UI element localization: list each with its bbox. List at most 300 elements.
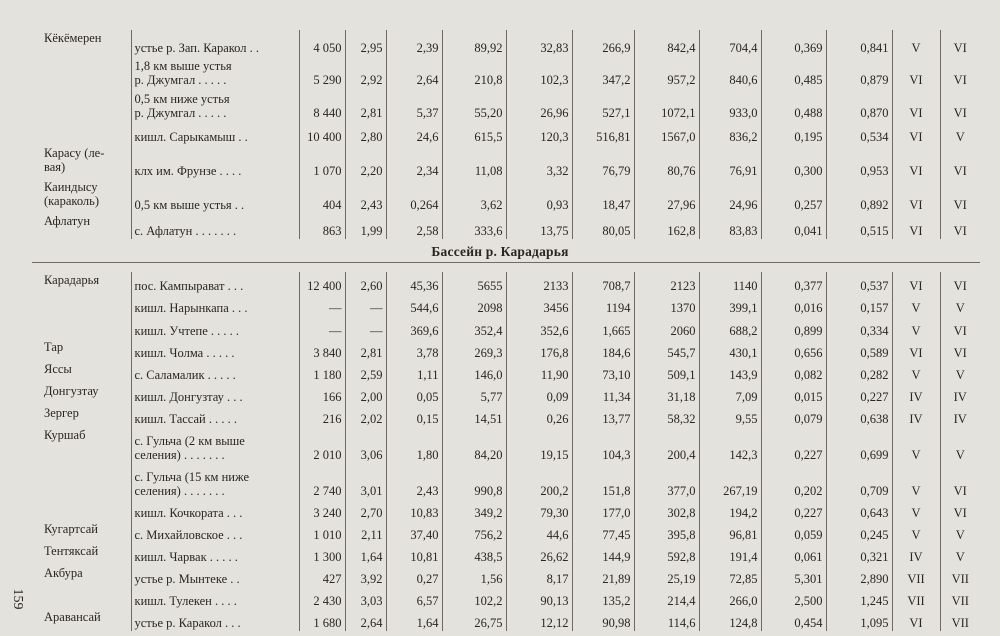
value-cell: 347,2 (572, 56, 634, 88)
table-body-top (32, 30, 980, 239)
value-cell: 144,9 (572, 543, 634, 565)
value-cell: 957,2 (634, 56, 699, 88)
value-cell: 266,9 (572, 30, 634, 56)
value-cell: 0,638 (826, 405, 892, 427)
value-cell: 369,6 (386, 316, 442, 339)
value-cell: 216 (299, 405, 345, 427)
value-cell: 2,64 (386, 56, 442, 88)
site-cell: с. Гульча (15 км ниже селения) . . . . . . . (131, 463, 299, 499)
value-cell: 3 840 (299, 339, 345, 361)
month-cell: VI (892, 121, 940, 145)
month-cell: VI (940, 316, 980, 339)
table-row (32, 521, 980, 543)
table-row (32, 609, 980, 631)
value-cell: 0,870 (826, 88, 892, 121)
table-row (32, 405, 980, 427)
river-name-cell: Зергер (44, 406, 79, 420)
value-cell: 31,18 (634, 383, 699, 405)
month-cell: VI (940, 499, 980, 521)
value-cell: 26,62 (506, 543, 572, 565)
site-cell: кишл. Кочкората . . . (131, 499, 299, 521)
value-cell: 166 (299, 383, 345, 405)
value-cell: 14,51 (442, 405, 506, 427)
value-cell: 1,80 (386, 427, 442, 463)
value-cell: 2 010 (299, 427, 345, 463)
value-cell: 0,892 (826, 179, 892, 213)
value-cell: 18,47 (572, 179, 634, 213)
value-cell: 0,321 (826, 543, 892, 565)
month-cell: V (940, 543, 980, 565)
value-cell: 143,9 (699, 361, 761, 383)
value-cell: 0,195 (761, 121, 826, 145)
value-cell: 162,8 (634, 213, 699, 239)
table-row (32, 565, 980, 587)
month-cell: IV (892, 405, 940, 427)
value-cell: 0,369 (761, 30, 826, 56)
value-cell: 438,5 (442, 543, 506, 565)
value-cell: 1370 (634, 294, 699, 316)
value-cell: 1,99 (345, 213, 386, 239)
value-cell: 2,890 (826, 565, 892, 587)
site-cell: с. Гульча (2 км выше селения) . . . . . . . (131, 427, 299, 463)
value-cell: 0,93 (506, 179, 572, 213)
river-name-cell: Афлатун (44, 214, 91, 228)
value-cell: 1567,0 (634, 121, 699, 145)
river-name-cell: Каиндысу (караколь) (44, 180, 100, 208)
value-cell: 3,92 (345, 565, 386, 587)
value-cell: 102,3 (506, 56, 572, 88)
value-cell: 0,534 (826, 121, 892, 145)
value-cell: 9,55 (699, 405, 761, 427)
table-row (32, 145, 980, 179)
site-cell: кишл. Чарвак . . . . . (131, 543, 299, 565)
value-cell: 11,34 (572, 383, 634, 405)
value-cell: 151,8 (572, 463, 634, 499)
value-cell: 0,082 (761, 361, 826, 383)
month-cell: V (892, 294, 940, 316)
site-cell: кишл. Тассай . . . . . (131, 405, 299, 427)
value-cell: 0,377 (761, 272, 826, 294)
value-cell: 333,6 (442, 213, 506, 239)
river-name-cell: Кёкёмерен (44, 31, 102, 45)
value-cell: 352,4 (442, 316, 506, 339)
value-cell: 708,7 (572, 272, 634, 294)
month-cell: V (940, 294, 980, 316)
value-cell: 2,34 (386, 145, 442, 179)
month-cell: VI (940, 88, 980, 121)
value-cell: 2,95 (345, 30, 386, 56)
value-cell: 688,2 (699, 316, 761, 339)
value-cell: 0,245 (826, 521, 892, 543)
value-cell: 2,59 (345, 361, 386, 383)
month-cell: V (940, 121, 980, 145)
value-cell: 2,43 (386, 463, 442, 499)
river-name-cell: Донгузтау (44, 384, 99, 398)
value-cell: 44,6 (506, 521, 572, 543)
value-cell: 0,15 (386, 405, 442, 427)
value-cell: 1 070 (299, 145, 345, 179)
value-cell: 836,2 (699, 121, 761, 145)
value-cell: 2 740 (299, 463, 345, 499)
value-cell: 1,245 (826, 587, 892, 609)
value-cell: 26,75 (442, 609, 506, 631)
value-cell: 0,016 (761, 294, 826, 316)
value-cell: 135,2 (572, 587, 634, 609)
value-cell: 26,96 (506, 88, 572, 121)
river-name-cell: Тентяксай (44, 544, 99, 558)
value-cell: 5,77 (442, 383, 506, 405)
value-cell: 1 180 (299, 361, 345, 383)
value-cell: 176,8 (506, 339, 572, 361)
value-cell: 0,589 (826, 339, 892, 361)
site-cell: с. Афлатун . . . . . . . (131, 213, 299, 239)
value-cell: 200,2 (506, 463, 572, 499)
site-cell: 0,5 км ниже устья р. Джумгал . . . . . (131, 88, 299, 121)
value-cell: 267,19 (699, 463, 761, 499)
value-cell: 0,656 (761, 339, 826, 361)
month-cell: VI (892, 339, 940, 361)
value-cell: 12,12 (506, 609, 572, 631)
table-row (32, 121, 980, 145)
value-cell: 399,1 (699, 294, 761, 316)
value-cell: 58,32 (634, 405, 699, 427)
value-cell: 1,095 (826, 609, 892, 631)
value-cell: — (345, 294, 386, 316)
month-cell: V (940, 361, 980, 383)
value-cell: — (299, 294, 345, 316)
value-cell: 10,81 (386, 543, 442, 565)
value-cell: 37,40 (386, 521, 442, 543)
value-cell: 1,56 (442, 565, 506, 587)
value-cell: 3,06 (345, 427, 386, 463)
river-name-cell (32, 56, 131, 88)
value-cell: 2,64 (345, 609, 386, 631)
table-row (32, 499, 980, 521)
table-row (32, 294, 980, 316)
value-cell: 10 400 (299, 121, 345, 145)
river-name-cell (32, 463, 131, 499)
value-cell: 266,0 (699, 587, 761, 609)
value-cell: 592,8 (634, 543, 699, 565)
value-cell: 704,4 (699, 30, 761, 56)
month-cell: VI (940, 179, 980, 213)
month-cell: VI (892, 609, 940, 631)
value-cell: 80,05 (572, 213, 634, 239)
value-cell: 933,0 (699, 88, 761, 121)
month-cell: V (892, 361, 940, 383)
value-cell: — (299, 316, 345, 339)
value-cell: 377,0 (634, 463, 699, 499)
value-cell: 8,17 (506, 565, 572, 587)
value-cell: 0,699 (826, 427, 892, 463)
value-cell: 5,301 (761, 565, 826, 587)
value-cell: 545,7 (634, 339, 699, 361)
value-cell: 302,8 (634, 499, 699, 521)
value-cell: 0,264 (386, 179, 442, 213)
value-cell: 146,0 (442, 361, 506, 383)
table-row (32, 30, 980, 56)
value-cell: 0,300 (761, 145, 826, 179)
section-title: Бассейн р. Карадарья (431, 244, 569, 259)
value-cell: 2,58 (386, 213, 442, 239)
value-cell: 2,80 (345, 121, 386, 145)
month-cell: VII (940, 609, 980, 631)
value-cell: 0,953 (826, 145, 892, 179)
value-cell: 2,500 (761, 587, 826, 609)
month-cell: V (940, 521, 980, 543)
value-cell: 104,3 (572, 427, 634, 463)
month-cell: VII (940, 587, 980, 609)
value-cell: 0,015 (761, 383, 826, 405)
river-name-cell (32, 587, 131, 609)
value-cell: 0,059 (761, 521, 826, 543)
value-cell: 89,92 (442, 30, 506, 56)
river-name-cell (32, 88, 131, 121)
value-cell: 19,15 (506, 427, 572, 463)
value-cell: 5 290 (299, 56, 345, 88)
value-cell: 2,39 (386, 30, 442, 56)
hydrology-table-karadarya (32, 272, 980, 631)
value-cell: 404 (299, 179, 345, 213)
river-name-cell: Куршаб (44, 428, 86, 442)
value-cell: 2,02 (345, 405, 386, 427)
value-cell: 0,05 (386, 383, 442, 405)
month-cell: VI (940, 213, 980, 239)
value-cell: 2,92 (345, 56, 386, 88)
value-cell: 1 300 (299, 543, 345, 565)
value-cell: 3,62 (442, 179, 506, 213)
site-cell: пос. Кампырават . . . (131, 272, 299, 294)
river-name-cell: Акбура (44, 566, 83, 580)
value-cell: 2,11 (345, 521, 386, 543)
site-cell: кишл. Сарыкамыш . . (131, 121, 299, 145)
value-cell: 395,8 (634, 521, 699, 543)
section-divider (32, 262, 980, 263)
site-cell: кишл. Донгузтау . . . (131, 383, 299, 405)
value-cell: 0,157 (826, 294, 892, 316)
site-cell: клх им. Фрунзе . . . . (131, 145, 299, 179)
site-cell: устье р. Каракол . . . (131, 609, 299, 631)
value-cell: 0,282 (826, 361, 892, 383)
value-cell: 0,334 (826, 316, 892, 339)
month-cell: VII (892, 565, 940, 587)
value-cell: 5,37 (386, 88, 442, 121)
river-name-cell (32, 316, 131, 339)
table-row (32, 463, 980, 499)
value-cell: 0,061 (761, 543, 826, 565)
value-cell: 13,75 (506, 213, 572, 239)
month-cell: V (892, 521, 940, 543)
value-cell: 2060 (634, 316, 699, 339)
value-cell: 90,13 (506, 587, 572, 609)
month-cell: V (892, 463, 940, 499)
site-cell: с. Саламалик . . . . . (131, 361, 299, 383)
value-cell: 79,30 (506, 499, 572, 521)
value-cell: 516,81 (572, 121, 634, 145)
site-cell: кишл. Нарынкапа . . . (131, 294, 299, 316)
value-cell: 11,08 (442, 145, 506, 179)
month-cell: IV (940, 405, 980, 427)
month-cell: VII (892, 587, 940, 609)
value-cell: 77,45 (572, 521, 634, 543)
value-cell: 2133 (506, 272, 572, 294)
value-cell: 21,89 (572, 565, 634, 587)
hydrology-table-top (32, 30, 980, 239)
value-cell: 0,041 (761, 213, 826, 239)
value-cell: 8 440 (299, 88, 345, 121)
site-cell: с. Михайловское . . . (131, 521, 299, 543)
value-cell: 1,665 (572, 316, 634, 339)
value-cell: 3456 (506, 294, 572, 316)
value-cell: 24,6 (386, 121, 442, 145)
value-cell: 25,19 (634, 565, 699, 587)
value-cell: 0,079 (761, 405, 826, 427)
month-cell: VI (940, 272, 980, 294)
value-cell: 177,0 (572, 499, 634, 521)
value-cell: 2,81 (345, 88, 386, 121)
value-cell: 114,6 (634, 609, 699, 631)
value-cell: 0,879 (826, 56, 892, 88)
value-cell: 24,96 (699, 179, 761, 213)
value-cell: 194,2 (699, 499, 761, 521)
value-cell: 5655 (442, 272, 506, 294)
value-cell: 120,3 (506, 121, 572, 145)
value-cell: 1140 (699, 272, 761, 294)
month-cell: V (892, 30, 940, 56)
value-cell: 427 (299, 565, 345, 587)
month-cell: VI (940, 30, 980, 56)
month-cell: VI (892, 145, 940, 179)
river-name-cell: Карасу (ле- вая) (44, 146, 105, 174)
value-cell: 184,6 (572, 339, 634, 361)
site-cell: кишл. Учтепе . . . . . (131, 316, 299, 339)
value-cell: 0,643 (826, 499, 892, 521)
month-cell: V (892, 499, 940, 521)
value-cell: 80,76 (634, 145, 699, 179)
value-cell: 96,81 (699, 521, 761, 543)
value-cell: 76,91 (699, 145, 761, 179)
table-row (32, 361, 980, 383)
river-name-cell: Карадарья (44, 273, 100, 287)
value-cell: 0,09 (506, 383, 572, 405)
value-cell: 2 430 (299, 587, 345, 609)
value-cell: 544,6 (386, 294, 442, 316)
value-cell: 191,4 (699, 543, 761, 565)
value-cell: 527,1 (572, 88, 634, 121)
table-row (32, 88, 980, 121)
month-cell: VI (892, 179, 940, 213)
value-cell: 84,20 (442, 427, 506, 463)
value-cell: 1,11 (386, 361, 442, 383)
value-cell: 3,03 (345, 587, 386, 609)
value-cell: 102,2 (442, 587, 506, 609)
table-body-karadarya (32, 272, 980, 631)
value-cell: 7,09 (699, 383, 761, 405)
month-cell: VI (940, 145, 980, 179)
value-cell: 269,3 (442, 339, 506, 361)
value-cell: 0,227 (826, 383, 892, 405)
value-cell: 2,43 (345, 179, 386, 213)
month-cell: VI (940, 339, 980, 361)
value-cell: 1 680 (299, 609, 345, 631)
value-cell: 72,85 (699, 565, 761, 587)
value-cell: 13,77 (572, 405, 634, 427)
value-cell: 142,3 (699, 427, 761, 463)
value-cell: 55,20 (442, 88, 506, 121)
value-cell: 4 050 (299, 30, 345, 56)
value-cell: 3 240 (299, 499, 345, 521)
month-cell: V (892, 427, 940, 463)
value-cell: 0,257 (761, 179, 826, 213)
value-cell: 863 (299, 213, 345, 239)
table-row (32, 427, 980, 463)
value-cell: 840,6 (699, 56, 761, 88)
value-cell: 352,6 (506, 316, 572, 339)
table-row (32, 316, 980, 339)
value-cell: 990,8 (442, 463, 506, 499)
value-cell: 210,8 (442, 56, 506, 88)
table-row (32, 587, 980, 609)
page-number: 159 (10, 588, 25, 610)
value-cell: 0,27 (386, 565, 442, 587)
river-name-cell: Аравансай (44, 610, 101, 624)
value-cell: 3,01 (345, 463, 386, 499)
month-cell: V (892, 316, 940, 339)
month-cell: VI (940, 56, 980, 88)
value-cell: 430,1 (699, 339, 761, 361)
table-row (32, 543, 980, 565)
value-cell: 0,227 (761, 427, 826, 463)
month-cell: VI (892, 88, 940, 121)
value-cell: — (345, 316, 386, 339)
value-cell: 73,10 (572, 361, 634, 383)
value-cell: 2098 (442, 294, 506, 316)
site-cell: устье р. Зап. Каракол . . (131, 30, 299, 56)
table-row (32, 272, 980, 294)
site-cell: кишл. Тулекен . . . . (131, 587, 299, 609)
value-cell: 349,2 (442, 499, 506, 521)
value-cell: 0,537 (826, 272, 892, 294)
site-cell: устье р. Мынтеке . . (131, 565, 299, 587)
value-cell: 12 400 (299, 272, 345, 294)
value-cell: 509,1 (634, 361, 699, 383)
river-name-cell: Яссы (44, 362, 72, 376)
value-cell: 6,57 (386, 587, 442, 609)
value-cell: 27,96 (634, 179, 699, 213)
value-cell: 0,485 (761, 56, 826, 88)
river-name-cell: Кугартсай (44, 522, 98, 536)
month-cell: VI (892, 56, 940, 88)
month-cell: VII (940, 565, 980, 587)
month-cell: VI (892, 213, 940, 239)
site-cell: 1,8 км выше устья р. Джумгал . . . . . (131, 56, 299, 88)
value-cell: 756,2 (442, 521, 506, 543)
value-cell: 1,64 (386, 609, 442, 631)
value-cell: 1072,1 (634, 88, 699, 121)
value-cell: 124,8 (699, 609, 761, 631)
river-name-cell (32, 121, 131, 145)
month-cell: VI (940, 463, 980, 499)
site-cell: кишл. Чолма . . . . . (131, 339, 299, 361)
value-cell: 3,32 (506, 145, 572, 179)
site-cell: 0,5 км выше устья . . (131, 179, 299, 213)
table-row (32, 339, 980, 361)
value-cell: 1,64 (345, 543, 386, 565)
month-cell: V (940, 427, 980, 463)
table-row (32, 213, 980, 239)
value-cell: 2123 (634, 272, 699, 294)
value-cell: 90,98 (572, 609, 634, 631)
